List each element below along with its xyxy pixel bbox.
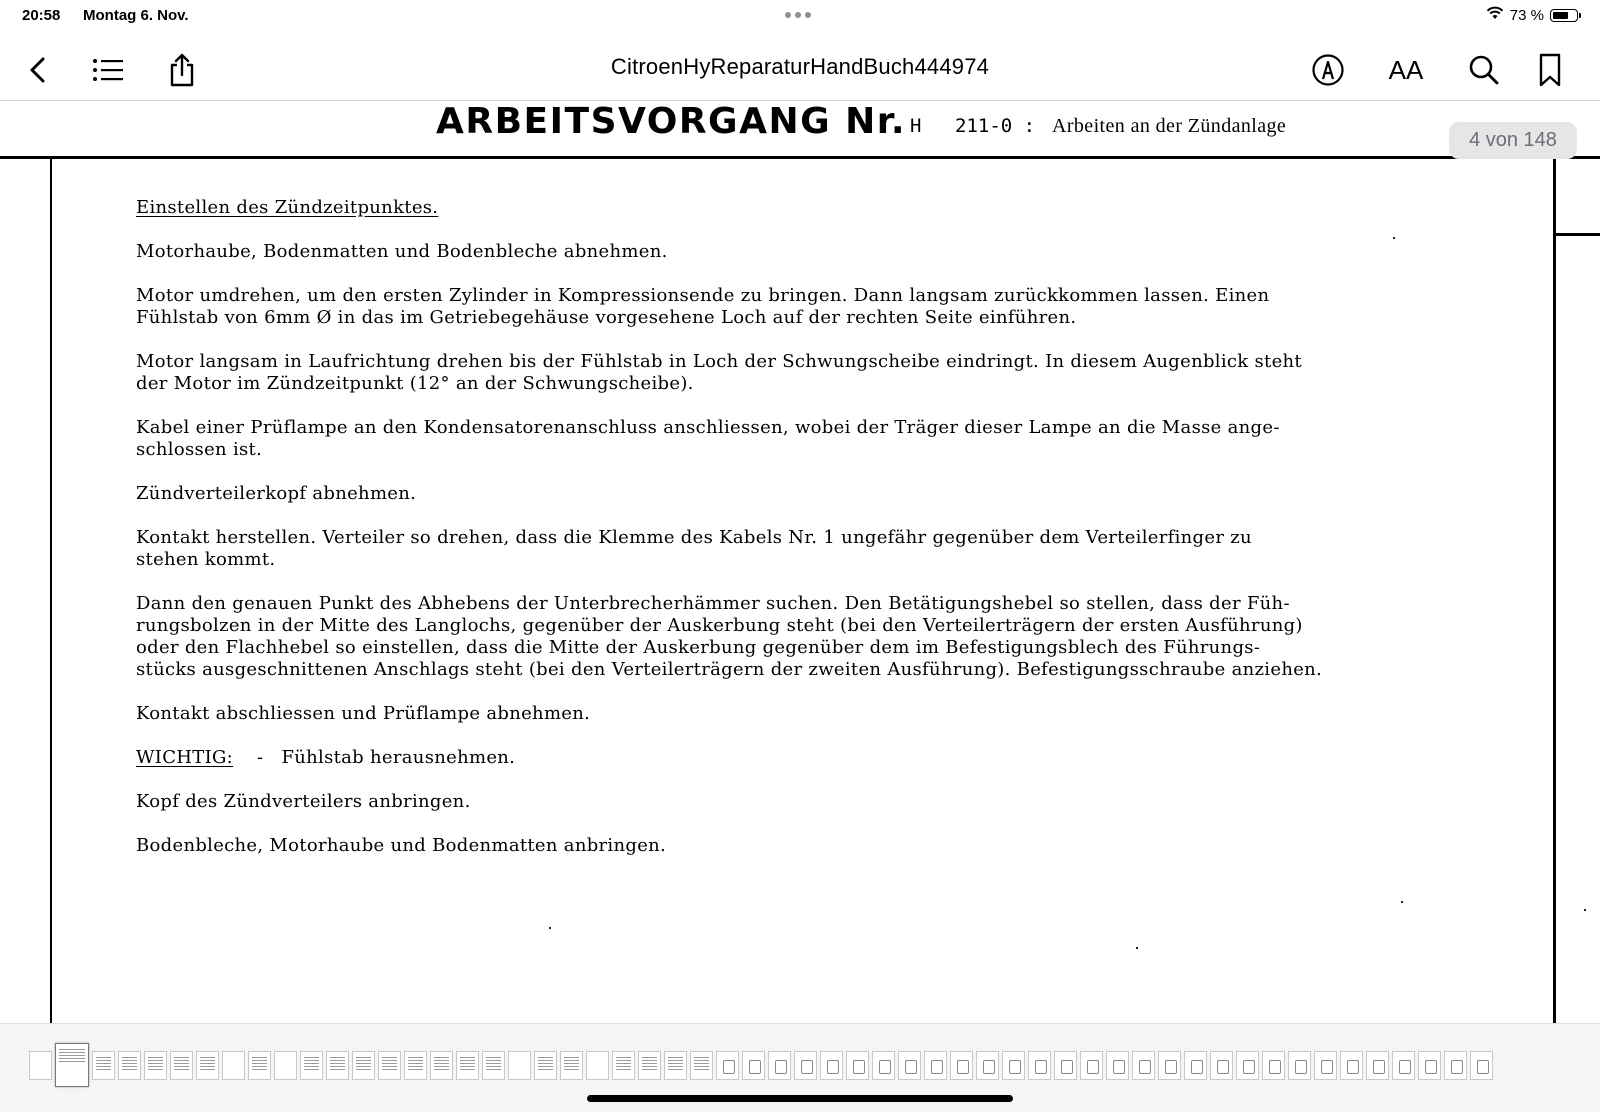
page-thumbnail[interactable] <box>950 1051 973 1080</box>
header-code: 211-0 : <box>955 115 1036 137</box>
page-indicator: 4 von 148 <box>1449 122 1577 159</box>
home-indicator[interactable] <box>587 1095 1013 1102</box>
markup-pen-icon <box>1311 53 1345 87</box>
page-thumbnail[interactable] <box>1184 1051 1207 1080</box>
paragraph: Kontakt abschliessen und Prüflampe abnehmen. <box>136 703 591 724</box>
page-thumbnail[interactable] <box>1028 1051 1051 1080</box>
page-thumbnail[interactable] <box>326 1051 349 1080</box>
document-page[interactable] <box>0 101 1600 1023</box>
page-thumbnail[interactable] <box>976 1051 999 1080</box>
page-thumbnail[interactable] <box>820 1051 843 1080</box>
battery-percent: 73 % <box>1509 6 1544 24</box>
wichtig-label: WICHTIG: <box>136 747 234 768</box>
paragraph: Motor umdrehen, um den ersten Zylinder in Kompressionsende zu bringen. Dann langsam zurückkommen lassen. Einen Fühlstab von 6mm Ø in das im Getriebegehäuse vorgesehene Loch auf der rechten Seite einführen. <box>136 285 1270 328</box>
paragraph: Kontakt herstellen. Verteiler so drehen, dass die Klemme des Kabels Nr. 1 ungefähr gegenüber dem Verteilerfinger zu stehen kommt. <box>136 527 1252 570</box>
search-button[interactable] <box>1462 48 1506 92</box>
page-thumbnail[interactable] <box>742 1051 765 1080</box>
text-size-icon: AA <box>1388 54 1424 85</box>
page-thumbnail[interactable] <box>638 1051 661 1080</box>
header-rule <box>0 156 1600 159</box>
page-thumbnail[interactable] <box>690 1051 713 1080</box>
page-thumbnail[interactable] <box>898 1051 921 1080</box>
page-thumbnail[interactable] <box>1236 1051 1259 1080</box>
header-title: ARBEITSVORGANG Nr. <box>436 101 907 142</box>
search-icon <box>1468 54 1500 86</box>
bookmark-icon <box>1538 53 1562 87</box>
paragraph: Dann den genauen Punkt des Abhebens der Unterbrecherhämmer suchen. Den Betätigungshebel so stellen, dass der Füh- rungsbolzen in der Mitte des Langlochs, gegenüber der Auskerbung steht (bei den Verteilerträgern der ersten Ausführung) oder den Flachhebel so einstellen, dass die Mitte der Auskerbung gegenüber dem im Befestigungsblech des Führungs- stücks ausgeschnittenen Anschlags steht (bei den Verteilerträgern der zweiten Ausführung). Befestigungsschraube anziehen. <box>136 593 1323 680</box>
page-thumbnail[interactable] <box>92 1051 115 1080</box>
page-thumbnail[interactable] <box>768 1051 791 1080</box>
page-thumbnail[interactable] <box>29 1051 52 1080</box>
page-thumbnail[interactable] <box>170 1051 193 1080</box>
paragraph: Motor langsam in Laufrichtung drehen bis der Fühlstab in Loch der Schwungscheibe eindringt. In diesem Augenblick steht der Motor im Zündzeitpunkt (12° an der Schwungscheibe). <box>136 351 1302 394</box>
reader-toolbar <box>0 38 1600 101</box>
page-thumbnail[interactable] <box>1340 1051 1363 1080</box>
bookmark-button[interactable] <box>1528 48 1572 92</box>
page-thumbnail[interactable] <box>1366 1051 1389 1080</box>
page-thumbnail[interactable] <box>404 1051 427 1080</box>
page-thumbnail[interactable] <box>664 1051 687 1080</box>
page-thumbnail[interactable] <box>1080 1051 1103 1080</box>
page-thumbnail[interactable] <box>872 1051 895 1080</box>
document-body <box>136 197 1556 879</box>
page-thumbnail[interactable] <box>248 1051 271 1080</box>
page-thumbnail[interactable] <box>1132 1051 1155 1080</box>
page-thumbnail[interactable] <box>534 1051 557 1080</box>
page-thumbnail[interactable] <box>924 1051 947 1080</box>
markup-button[interactable] <box>1306 48 1350 92</box>
wichtig-dash: - <box>257 747 264 768</box>
page-thumbnail[interactable] <box>352 1051 375 1080</box>
battery-icon <box>1550 9 1578 22</box>
paragraph: Bodenbleche, Motorhaube und Bodenmatten anbringen. <box>136 835 667 856</box>
thumbnail-current-page[interactable] <box>55 1043 89 1087</box>
document-title: CitroenHyReparaturHandBuch444974 <box>610 54 990 79</box>
page-thumbnail[interactable] <box>1210 1051 1233 1080</box>
frame-left-border <box>50 157 52 1023</box>
page-thumbnail[interactable] <box>378 1051 401 1080</box>
page-thumbnail[interactable] <box>300 1051 323 1080</box>
header-letter: H <box>910 115 922 137</box>
scan-speck <box>549 927 551 929</box>
page-thumbnail[interactable] <box>794 1051 817 1080</box>
page-thumbnail[interactable] <box>1392 1051 1415 1080</box>
text-size-button[interactable] <box>1384 48 1428 92</box>
page-thumbnail[interactable] <box>716 1051 739 1080</box>
wifi-icon <box>1486 6 1504 24</box>
scan-speck <box>1136 947 1138 949</box>
page-thumbnail[interactable] <box>118 1051 141 1080</box>
wichtig-note <box>136 747 1556 769</box>
thumbnail-list <box>29 1043 1493 1087</box>
page-thumbnail[interactable] <box>1418 1051 1441 1080</box>
paragraph: Kopf des Zündverteilers anbringen. <box>136 791 471 812</box>
status-time: 20:58 <box>22 7 61 24</box>
page-thumbnail[interactable] <box>482 1051 505 1080</box>
multitasking-dots-icon[interactable] <box>785 12 811 18</box>
status-bar <box>0 0 1600 32</box>
header-topic: Arbeiten an der Zündanlage <box>1052 115 1287 137</box>
page-thumbnail[interactable] <box>1158 1051 1181 1080</box>
scan-speck <box>1584 909 1586 911</box>
page-thumbnail[interactable] <box>846 1051 869 1080</box>
paragraph: Kabel einer Prüflampe an den Kondensatorenanschluss anschliessen, wobei der Träger dieser Lampe an die Masse ange- schlossen ist. <box>136 417 1280 460</box>
page-thumbnail[interactable] <box>1054 1051 1077 1080</box>
section-heading: Einstellen des Zündzeitpunktes. <box>136 197 439 218</box>
page-thumbnail[interactable] <box>612 1051 635 1080</box>
wichtig-text: Fühlstab herausnehmen. <box>281 747 516 768</box>
page-thumbnail[interactable] <box>430 1051 453 1080</box>
page-thumbnail[interactable] <box>560 1051 583 1080</box>
page-thumbnail[interactable] <box>586 1051 609 1080</box>
paragraph: Motorhaube, Bodenmatten und Bodenbleche abnehmen. <box>136 241 668 262</box>
document-header <box>0 101 1600 159</box>
page-thumbnail[interactable] <box>274 1051 297 1080</box>
page-thumbnail[interactable] <box>508 1051 531 1080</box>
page-thumbnail[interactable] <box>1314 1051 1337 1080</box>
status-right <box>1486 6 1578 24</box>
page-thumbnail[interactable] <box>456 1051 479 1080</box>
page-thumbnail[interactable] <box>1106 1051 1129 1080</box>
page-thumbnail[interactable] <box>1470 1051 1493 1080</box>
page-thumbnail[interactable] <box>222 1051 245 1080</box>
status-date: Montag 6. Nov. <box>83 7 189 24</box>
page-thumbnail[interactable] <box>1002 1051 1025 1080</box>
page-thumbnail[interactable] <box>1288 1051 1311 1080</box>
paragraph: Zündverteilerkopf abnehmen. <box>136 483 417 504</box>
page-thumbnail[interactable] <box>144 1051 167 1080</box>
scan-speck <box>1401 901 1403 903</box>
page-thumbnail[interactable] <box>1262 1051 1285 1080</box>
page-thumbnail[interactable] <box>1444 1051 1467 1080</box>
page-thumbnail[interactable] <box>196 1051 219 1080</box>
frame-right-stub <box>1556 233 1600 236</box>
thumbnail-strip[interactable] <box>0 1023 1600 1112</box>
